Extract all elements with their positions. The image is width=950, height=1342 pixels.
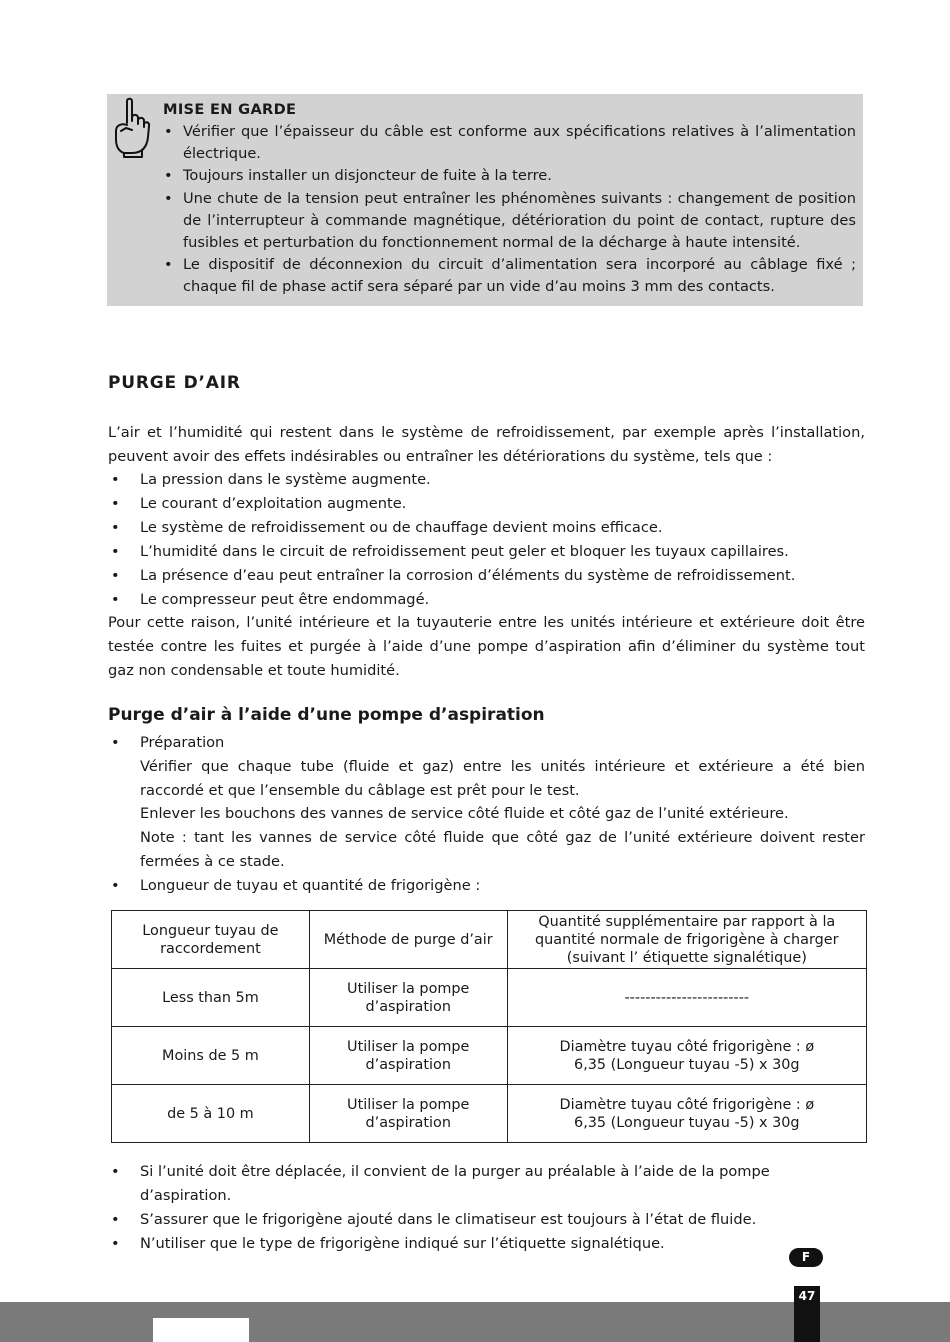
page-number: 47	[794, 1286, 820, 1342]
warning-item: • Une chute de la tension peut entraîner les phénomènes suivants : changement de position de l’interrupteur à commande magnétique, détérioration du point de contact, rupture des fusibles et perturbation du fonctionnement normal de la décharge à haute intensité.	[160, 188, 856, 255]
pointing-hand-icon	[112, 97, 152, 159]
table-cell: Less than 5m	[112, 969, 310, 1027]
list-item: • Le courant d’exploitation augmente.	[108, 492, 865, 516]
table-row	[112, 1027, 867, 1085]
length-list	[108, 874, 865, 898]
intro-paragraph: L’air et l’humidité qui restent dans le système de refroidissement, par exemple après l’installation, peuvent avoir des effets indésirables ou entraîner les détériorations du système, tels que :	[108, 424, 865, 465]
table-row	[112, 1085, 867, 1143]
table-cell: Diamètre tuyau côté frigorigène : ø 6,35 (Longueur tuyau -5) x 30g	[507, 1085, 866, 1143]
table-header: Méthode de purge d’air	[309, 911, 507, 969]
list-item: • La pression dans le système augmente.	[108, 468, 865, 492]
refrigerant-table	[111, 910, 867, 1143]
final-notes-list	[108, 1160, 865, 1256]
list-item: • L’humidité dans le circuit de refroidissement peut geler et bloquer les tuyaux capillaires.	[108, 540, 865, 564]
footer-tab	[153, 1318, 249, 1342]
table-cell: Moins de 5 m	[112, 1027, 310, 1085]
prep-list	[108, 731, 865, 755]
table-header: Quantité supplémentaire par rapport à la quantité normale de frigorigène à charger (suivant l’ étiquette signalétique)	[507, 911, 866, 969]
list-item: • S’assurer que le frigorigène ajouté dans le climatiseur est toujours à l’état de fluide.	[108, 1208, 865, 1232]
prep-note: Note : tant les vannes de service côté fluide que côté gaz de l’unité extérieure doivent rester fermées à ce stade.	[140, 829, 865, 870]
table-cell: Utiliser la pompe d’aspiration	[309, 969, 507, 1027]
subsection-title: Purge d’air à l’aide d’une pompe d’aspiration	[108, 705, 545, 725]
list-item: • Longueur de tuyau et quantité de frigorigène :	[108, 874, 865, 898]
table-header: Longueur tuyau de raccordement	[112, 911, 310, 969]
list-item: • N’utiliser que le type de frigorigène indiqué sur l’étiquette signalétique.	[108, 1232, 865, 1256]
table-cell: Utiliser la pompe d’aspiration	[309, 1027, 507, 1085]
warning-list	[160, 121, 856, 299]
conclusion-paragraph: Pour cette raison, l’unité intérieure et la tuyauterie entre les unités intérieure et extérieure doit être testée contre les fuites et purgée à l’aide d’une pompe d’aspiration afin d’éliminer du système tout gaz non condensable et toute humidité.	[108, 614, 865, 679]
table-cell: Diamètre tuyau côté frigorigène : ø 6,35 (Longueur tuyau -5) x 30g	[507, 1027, 866, 1085]
table-row	[112, 969, 867, 1027]
table-cell: de 5 à 10 m	[112, 1085, 310, 1143]
warning-item: • Toujours installer un disjoncteur de fuite à la terre.	[160, 165, 856, 187]
list-item: • Le système de refroidissement ou de chauffage devient moins efficace.	[108, 516, 865, 540]
list-item: • Le compresseur peut être endommagé.	[108, 588, 865, 612]
prep-line: Enlever les bouchons des vannes de service côté fluide et côté gaz de l’unité extérieure.	[140, 805, 789, 822]
table-cell: Utiliser la pompe d’aspiration	[309, 1085, 507, 1143]
table-header-row	[112, 911, 867, 969]
list-item: • Si l’unité doit être déplacée, il convient de la purger au préalable à l’aide de la pompe d’aspiration.	[108, 1160, 865, 1208]
prep-line: Vérifier que chaque tube (fluide et gaz) entre les unités intérieure et extérieure a été bien raccordé et que l’ensemble du câblage est prêt pour le test.	[140, 758, 865, 799]
list-item: • La présence d’eau peut entraîner la corrosion d’éléments du système de refroidissement.	[108, 564, 865, 588]
warning-item: • Vérifier que l’épaisseur du câble est conforme aux spécifications relatives à l’alimentation électrique.	[160, 121, 856, 165]
warning-title: MISE EN GARDE	[163, 101, 297, 118]
language-badge: F	[789, 1248, 823, 1267]
table-cell: ------------------------	[507, 969, 866, 1027]
section-title: PURGE D’AIR	[108, 373, 241, 393]
effects-list	[108, 468, 865, 611]
warning-item: • Le dispositif de déconnexion du circuit d’alimentation sera incorporé au câblage fixé ; chaque fil de phase actif sera séparé par un vide d’au moins 3 mm des contacts.	[160, 254, 856, 298]
list-item: • Préparation	[108, 731, 865, 755]
